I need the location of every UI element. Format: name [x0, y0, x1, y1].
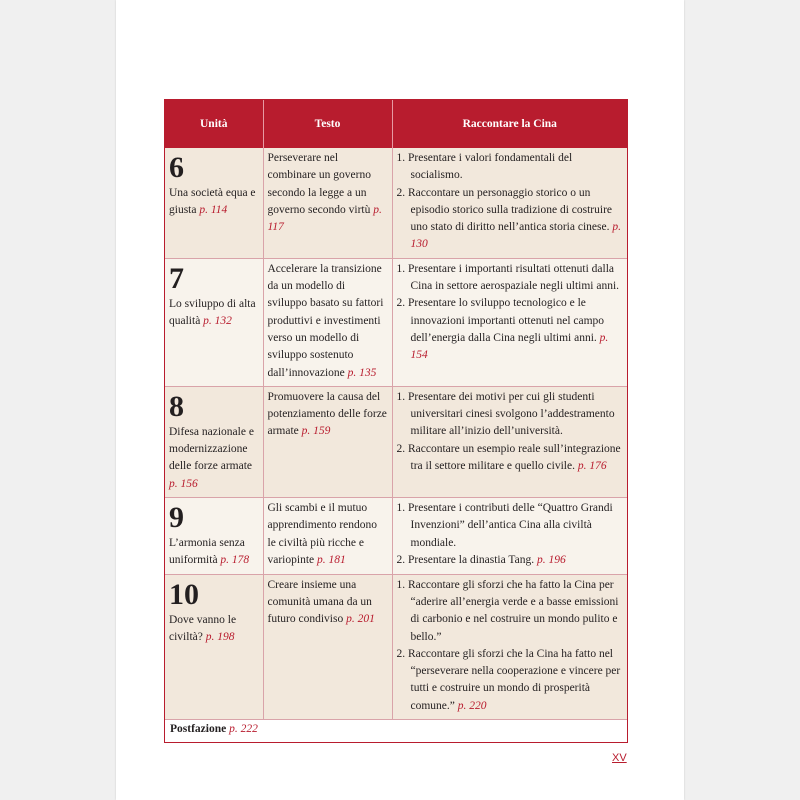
text-page-ref[interactable]: p. 201: [346, 613, 375, 626]
raccontare-list: [397, 389, 624, 475]
raccontare-list: [397, 500, 624, 569]
book-page: [116, 0, 684, 800]
text-cell: [263, 258, 392, 386]
header-unita: Unità: [165, 100, 263, 148]
item-page-ref[interactable]: p. 154: [410, 331, 609, 362]
unit-cell: [165, 148, 263, 258]
item-number: 2.: [396, 297, 406, 310]
item-text: Raccontare un esempio reale sull’integrazione tra il settore militare e quello civile.: [408, 442, 621, 473]
unit-title-line: [169, 296, 259, 331]
unit-cell: [165, 258, 263, 386]
item-text: Presentare i valori fondamentali del socialismo.: [408, 152, 573, 182]
unit-title: Dove vanno le civiltà?: [169, 613, 237, 643]
raccontare-cell: [392, 148, 627, 258]
list-item: [396, 441, 624, 476]
table-row: [165, 574, 627, 719]
text-cell: [263, 386, 392, 497]
item-page-ref[interactable]: p. 196: [536, 553, 566, 566]
unit-number: 9: [169, 501, 184, 535]
unit-title-line: [169, 612, 259, 647]
text-page-ref[interactable]: p. 159: [301, 425, 331, 438]
raccontare-cell: [392, 498, 627, 575]
item-number: 2.: [396, 186, 406, 199]
item-number: 1.: [396, 578, 406, 591]
unit-cell: [165, 498, 263, 575]
unit-page-ref[interactable]: p. 198: [205, 630, 235, 643]
list-item: [396, 646, 624, 715]
raccontare-list: [397, 150, 624, 254]
list-item: [396, 500, 624, 552]
contents-table: [164, 99, 628, 743]
text-title: Promuovere la causa del potenziamento delle forze armate: [267, 390, 387, 438]
list-item: [396, 552, 624, 569]
item-number: 2.: [396, 442, 406, 455]
text-title: Creare insieme una comunità umana da un futuro condiviso: [267, 578, 372, 626]
unit-page-ref[interactable]: p. 114: [199, 204, 228, 217]
table-row: [165, 148, 627, 258]
unit-title: Lo sviluppo di alta qualità: [169, 297, 256, 328]
unit-title-line: [169, 185, 259, 220]
unit-number: 6: [169, 151, 184, 184]
list-item: [396, 261, 624, 296]
unit-page-ref[interactable]: p. 132: [203, 315, 232, 328]
unit-cell: [165, 574, 263, 719]
unit-title: Una società equa e giusta: [169, 187, 256, 217]
unit-cell: [165, 386, 263, 497]
raccontare-cell: [392, 386, 627, 497]
unit-number: 7: [169, 261, 184, 295]
text-title: Perseverare nel combinare un governo secondo la legge a un governo secondo virtù: [267, 152, 371, 216]
item-text: Presentare i contributi delle “Quattro Grandi Invenzioni” dell’antica Cina alla civiltà mondiale.: [408, 502, 613, 549]
table-row: [165, 386, 627, 497]
item-text: Presentare la dinastia Tang.: [408, 553, 535, 566]
unit-page-ref[interactable]: p. 156: [169, 477, 198, 490]
raccontare-list: [397, 577, 624, 715]
item-number: 1.: [396, 262, 406, 275]
list-item: [396, 389, 624, 441]
text-page-ref[interactable]: p. 135: [347, 366, 377, 379]
unit-title-line: [169, 535, 259, 570]
text-cell: [263, 498, 392, 575]
text-title: Gli scambi e il mutuo apprendimento rendono le civiltà più ricche e variopinte: [267, 502, 378, 566]
raccontare-cell: [392, 574, 627, 719]
text-cell: [263, 148, 392, 258]
list-item: [396, 150, 624, 185]
unit-number: 10: [169, 577, 199, 611]
item-page-ref[interactable]: p. 130: [410, 221, 621, 251]
unit-title-line: [169, 424, 259, 493]
unit-page-ref[interactable]: p. 178: [220, 554, 250, 567]
item-page-ref[interactable]: p. 176: [577, 460, 607, 473]
item-text: Raccontare un personaggio storico o un episodio storico sulla tradizione di costruire uno stato di diritto nell’antica storia cinese.: [408, 186, 613, 234]
list-item: [396, 185, 624, 254]
raccontare-list: [397, 261, 624, 365]
item-text: Raccontare gli sforzi che ha fatto la Cina per “aderire all’energia verde e a basse emissioni di carbonio e nel costruire un mondo pulito e bello.”: [408, 578, 619, 643]
header-raccontare: Raccontare la Cina: [392, 100, 627, 148]
raccontare-cell: [392, 258, 627, 386]
text-page-ref[interactable]: p. 181: [317, 553, 346, 566]
item-text: Presentare lo sviluppo tecnologico e le innovazioni importanti ottenuti nel campo dell’energia dalla Cina negli ultimi anni.: [408, 297, 605, 344]
table-row: [165, 498, 627, 575]
item-number: 1.: [396, 502, 406, 515]
table-header-row: [165, 100, 627, 148]
unit-title: Difesa nazionale e modernizzazione delle forze armate: [169, 425, 254, 473]
postfazione-label: Postfazione: [170, 723, 227, 736]
postfazione-row: [165, 720, 627, 743]
unit-number: 8: [169, 389, 184, 423]
table-row: [165, 258, 627, 386]
list-item: [396, 295, 624, 364]
item-text: Presentare dei motivi per cui gli studenti universitari cinesi svolgono l’addestramento militare all’inizio dell’università.: [408, 390, 615, 438]
header-testo: Testo: [263, 100, 392, 148]
text-title: Accelerare la transizione da un modello di sviluppo basato su fattori produttivi e investimenti verso un modello di sviluppo sostenuto dall’innovazione: [267, 262, 384, 379]
item-text: Presentare i importanti risultati ottenuti dalla Cina in settore aerospaziale negli ultimi anni.: [408, 262, 620, 293]
postfazione-cell: [165, 720, 627, 743]
text-cell: [263, 574, 392, 719]
item-number: 1.: [396, 390, 406, 403]
postfazione-page-ref[interactable]: p. 222: [229, 723, 258, 736]
item-number: 2.: [396, 647, 406, 660]
unit-title: L’armonia senza uniformità: [169, 537, 245, 567]
item-number: 1.: [396, 152, 406, 164]
text-page-ref[interactable]: p. 117: [267, 203, 382, 234]
list-item: [396, 577, 624, 646]
item-text: Raccontare gli sforzi che la Cina ha fatto nel “perseverare nella cooperazione e vincere per tutti e costruire un mondo di prosperità comune.”: [408, 647, 621, 712]
item-page-ref[interactable]: p. 220: [457, 699, 487, 712]
item-number: 2.: [396, 553, 406, 566]
page-number: XV: [612, 752, 627, 764]
